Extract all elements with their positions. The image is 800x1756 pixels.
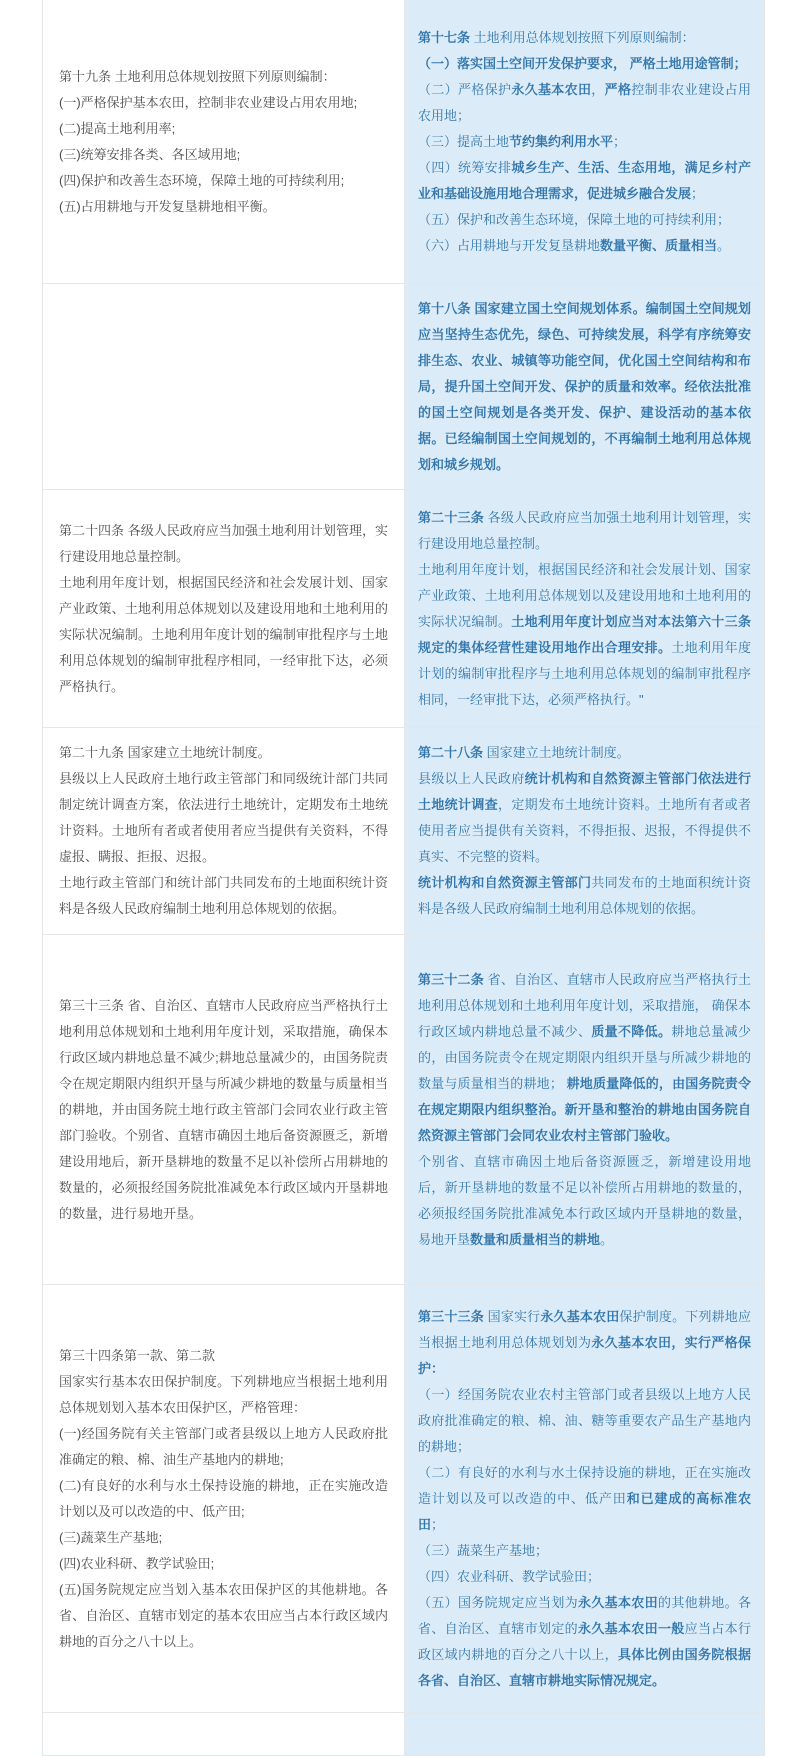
- law-row: [43, 1713, 764, 1756]
- revised-text: 永久基本农田一般: [577, 1620, 685, 1636]
- new-law-paragraph: [418, 1564, 751, 1590]
- law-text: （一）经国务院农业农村主管部门或者县级以上地方人民政府批准确定的粮、棉、油、糖等重要农产品生产基地内的耕地；: [418, 1386, 751, 1454]
- law-text: （三）提高土地: [418, 133, 510, 149]
- law-row: [43, 1285, 764, 1713]
- revised-text: 和已建成的高标准农田: [418, 1490, 751, 1532]
- new-law-paragraph: [418, 1382, 751, 1460]
- old-law-paragraph: 第三十三条 省、自治区、直辖市人民政府应当严格执行土地利用总体规划和土地利用年度计划，采取措施，确保本行政区域内耕地总量不减少;耕地总量减少的，由国务院责令在规定期限内组织开垦与所减少耕地的数量与质量相当的耕地，并由国务院土地行政主管部门会同农业行政主管部门验收。个别省、直辖市确因土地后备资源匮乏，新增建设用地后，新开垦耕地的数量不足以补偿所占用耕地的数量的，必须报经国务院批准减免本行政区域内开垦耕地的数量，进行易地开垦。: [59, 997, 388, 1221]
- new-law-cell: [405, 0, 764, 283]
- law-text: （五）保护和改善生态环境，保障土地的可持续利用；: [418, 211, 731, 227]
- revised-text: 统计机构和自然资源主管部门依法进行土地统计调查: [418, 771, 751, 812]
- old-law-cell: [43, 1713, 405, 1755]
- law-text: （二）有良好的水利与水土保持设施的耕地，正在实施改造计划以及可以改造的中、低产田: [418, 1464, 751, 1506]
- law-text: （六）占用耕地与开发复垦耕地: [418, 237, 601, 253]
- law-text: 国家实行: [483, 1308, 541, 1324]
- law-text: （四）统筹安排: [418, 159, 512, 175]
- revised-text: 第十七条: [418, 29, 471, 45]
- law-row: [43, 935, 764, 1285]
- old-law-cell: [43, 728, 405, 934]
- old-law-paragraph: 第二十四条 各级人民政府应当加强土地利用计划管理，实行建设用地总量控制。: [59, 522, 388, 564]
- law-text: 土地利用年度计划的编制审批程序与土地利用总体规划的编制审批程序相同，一经审批下达，必须严格执行。": [418, 639, 751, 707]
- old-law-cell: [43, 1285, 405, 1712]
- old-law-paragraph: 第三十四条第一款、第二款: [59, 1347, 216, 1363]
- revised-text: 第三十三条: [418, 1308, 484, 1324]
- revised-text: 质量不降低。: [591, 1023, 672, 1039]
- law-text: 土地利用总体规划按照下列原则编制：: [470, 29, 695, 45]
- law-text: ；: [613, 133, 627, 149]
- old-law-paragraph: (三)蔬菜生产基地;: [59, 1529, 163, 1545]
- law-text: 耕地总量减少的，由国务院责令在规定期限内组织开垦与所减少耕地的数量与质量相当的耕地；: [418, 1023, 751, 1091]
- old-law-paragraph: (三)统筹安排各类、各区域用地;: [59, 146, 241, 162]
- revised-text: 严格: [604, 81, 632, 97]
- old-law-paragraph: (四)保护和改善生态环境，保障土地的可持续利用;: [59, 172, 345, 188]
- law-row: [43, 728, 764, 935]
- new-law-paragraph: [418, 557, 751, 713]
- law-text: ；: [691, 185, 705, 201]
- law-text: ；: [431, 1516, 445, 1532]
- old-law-paragraph: 第二十九条 国家建立土地统计制度。: [59, 745, 271, 760]
- revised-text: 第二十八条: [418, 745, 484, 760]
- old-law-cell: [43, 284, 405, 489]
- new-law-paragraph: [418, 1538, 751, 1564]
- law-text: ，: [591, 81, 605, 97]
- law-row: [43, 0, 764, 284]
- revised-text: 永久基本农田: [511, 81, 592, 97]
- new-law-paragraph: [418, 740, 751, 766]
- new-law-cell: [405, 935, 764, 1284]
- law-text: 县级以上人民政府: [418, 771, 525, 786]
- new-law-paragraph: [418, 25, 751, 51]
- old-law-paragraph: (一)严格保护基本农田，控制非农业建设占用农用地;: [59, 94, 358, 110]
- law-text: 控制非农业建设占用农用地；: [418, 81, 751, 123]
- new-law-cell: [405, 1285, 764, 1712]
- law-text: （二）严格保护: [418, 81, 512, 97]
- revised-text: 城乡生产、生活、生态用地，满足乡村产业和基础设施用地合理需求，促进城乡融合发展: [418, 159, 751, 201]
- new-law-paragraph: [418, 296, 751, 478]
- old-law-paragraph: 县级以上人民政府土地行政主管部门和同级统计部门共同制定统计调查方案，依法进行土地统计，定期发布土地统计资料。土地所有者或者使用者应当提供有关资料，不得虚报、瞒报、拒报、迟报。: [59, 771, 388, 864]
- new-law-cell: [405, 490, 764, 727]
- law-text: 的其他耕地。各省、自治区、直辖市划定的: [418, 1594, 751, 1636]
- revised-text: 第二十三条: [418, 509, 484, 525]
- new-law-cell: [405, 1713, 764, 1755]
- law-text: 各级人民政府应当加强土地利用计划管理，实行建设用地总量控制。: [418, 509, 751, 551]
- new-law-cell: [405, 284, 764, 489]
- revised-text: 永久基本农田，实行严格保护：: [418, 1334, 751, 1376]
- law-text: 保护制度。下列耕地应当根据土地利用总体规划划为: [418, 1308, 751, 1350]
- old-law-paragraph: (四)农业科研、教学试验田;: [59, 1555, 215, 1571]
- law-text: 国家建立土地统计制度。: [483, 745, 630, 760]
- old-law-paragraph: 土地行政主管部门和统计部门共同发布的土地面积统计资料是各级人民政府编制土地利用总体规划的依据。: [59, 875, 388, 916]
- new-law-paragraph: [418, 1304, 751, 1382]
- law-text: 应当占本行政区域内耕地的百分之八十以上，: [418, 1620, 751, 1662]
- law-text: 省、自治区、直辖市人民政府应当严格执行土地利用总体规划和土地利用年度计划，采取措施， 确保本行政区域内耕地总量不减少、: [418, 971, 751, 1039]
- revised-text: 永久基本农田: [577, 1594, 658, 1610]
- revised-text: 具体比例由国务院根据各省、自治区、直辖市耕地实际情况规定。: [418, 1646, 751, 1688]
- law-row: [43, 490, 764, 728]
- old-law-paragraph: (五)占用耕地与开发复垦耕地相平衡。: [59, 198, 276, 214]
- old-law-paragraph: 国家实行基本农田保护制度。下列耕地应当根据土地利用总体规划划入基本农田保护区，严格管理：: [59, 1373, 388, 1415]
- revised-text: 统计机构和自然资源主管部门: [418, 875, 592, 890]
- new-law-paragraph: [418, 1590, 751, 1694]
- law-row: [43, 284, 764, 490]
- law-text: （四）农业科研、教学试验田；: [418, 1568, 601, 1584]
- new-law-paragraph: [418, 870, 751, 922]
- old-law-paragraph: (一)经国务院有关主管部门或者县级以上地方人民政府批准确定的粮、棉、油生产基地内的耕地;: [59, 1425, 388, 1467]
- new-law-paragraph: [418, 1149, 751, 1253]
- new-law-paragraph: [418, 1460, 751, 1538]
- new-law-paragraph: [418, 155, 751, 207]
- law-text: 。: [600, 1231, 614, 1247]
- law-text: 。: [717, 237, 731, 253]
- new-law-paragraph: [418, 77, 751, 129]
- law-text: 土地利用年度计划，根据国民经济和社会发展计划、国家产业政策、土地利用总体规划以及建设用地和土地利用的实际状况编制。: [418, 561, 751, 629]
- new-law-paragraph: [418, 233, 751, 259]
- old-law-cell: [43, 490, 405, 727]
- old-law-cell: [43, 0, 405, 283]
- old-law-cell: [43, 935, 405, 1284]
- old-law-paragraph: 土地利用年度计划，根据国民经济和社会发展计划、国家产业政策、土地利用总体规划以及建设用地和土地利用的实际状况编制。土地利用年度计划的编制审批程序与土地利用总体规划的编制审批程序相同，一经审批下达，必须严格执行。: [59, 574, 388, 694]
- revised-text: 永久基本农田: [540, 1308, 620, 1324]
- revised-text: 节约集约利用水平: [509, 133, 614, 149]
- revised-text: 数量和质量相当的耕地: [470, 1231, 601, 1247]
- revised-text: 数量平衡、质量相当: [600, 237, 718, 253]
- new-law-cell: [405, 728, 764, 934]
- revised-text: 第三十二条: [418, 971, 484, 987]
- revised-text: 第十八条 国家建立国土空间规划体系。编制国土空间规划应当坚持生态优先，绿色、可持续发展，科学有序统筹安排生态、农业、城镇等功能空间，优化国土空间结构和布局，提升国土空间开发、保护的质量和效率。经依法批准的国土空间规划是各类开发、保护、建设活动的基本依据。已经编制国土空间规划的，不再编制土地利用总体规划和城乡规划。: [418, 300, 751, 472]
- law-comparison-table: [42, 0, 765, 1756]
- old-law-paragraph: (二)提高土地利用率;: [59, 120, 176, 136]
- new-law-paragraph: [418, 505, 751, 557]
- new-law-paragraph: [418, 766, 751, 870]
- law-text: （五）国务院规定应当划为: [418, 1594, 578, 1610]
- old-law-paragraph: (五)国务院规定应当划入基本农田保护区的其他耕地。各省、自治区、直辖市划定的基本农田应当占本行政区域内耕地的百分之八十以上。: [59, 1581, 388, 1649]
- revised-text: （一）落实国土空间开发保护要求， 严格土地用途管制；: [418, 55, 747, 71]
- law-text: 个别省、直辖市确因土地后备资源匮乏，新增建设用地后，新开垦耕地的数量不足以补偿所占用耕地的数量的，必须报经国务院批准减免本行政区域内开垦耕地的数量，易地开垦: [418, 1153, 751, 1247]
- law-text: （三）蔬菜生产基地；: [418, 1542, 549, 1558]
- law-text: 共同发布的土地面积统计资料是各级人民政府编制土地利用总体规划的依据。: [418, 875, 751, 916]
- old-law-paragraph: (二)有良好的水利与水土保持设施的耕地，正在实施改造计划以及可以改造的中、低产田;: [59, 1477, 388, 1519]
- new-law-paragraph: [418, 51, 751, 77]
- law-text: ，定期发布土地统计资料。土地所有者或者使用者应当提供有关资料，不得拒报、迟报，不得提供不真实、不完整的资料。: [418, 797, 751, 864]
- new-law-paragraph: [418, 967, 751, 1149]
- new-law-paragraph: [418, 207, 751, 233]
- revised-text: 土地利用年度计划应当对本法第六十三条规定的集体经营性建设用地作出合理安排。: [418, 613, 751, 655]
- new-law-paragraph: [418, 129, 751, 155]
- revised-text: 耕地质量降低的，由国务院责令在规定期限内组织整治。新开垦和整治的耕地由国务院自然资源主管部门会同农业农村主管部门验收。: [418, 1075, 751, 1143]
- old-law-paragraph: 第十九条 土地利用总体规划按照下列原则编制：: [59, 68, 336, 84]
